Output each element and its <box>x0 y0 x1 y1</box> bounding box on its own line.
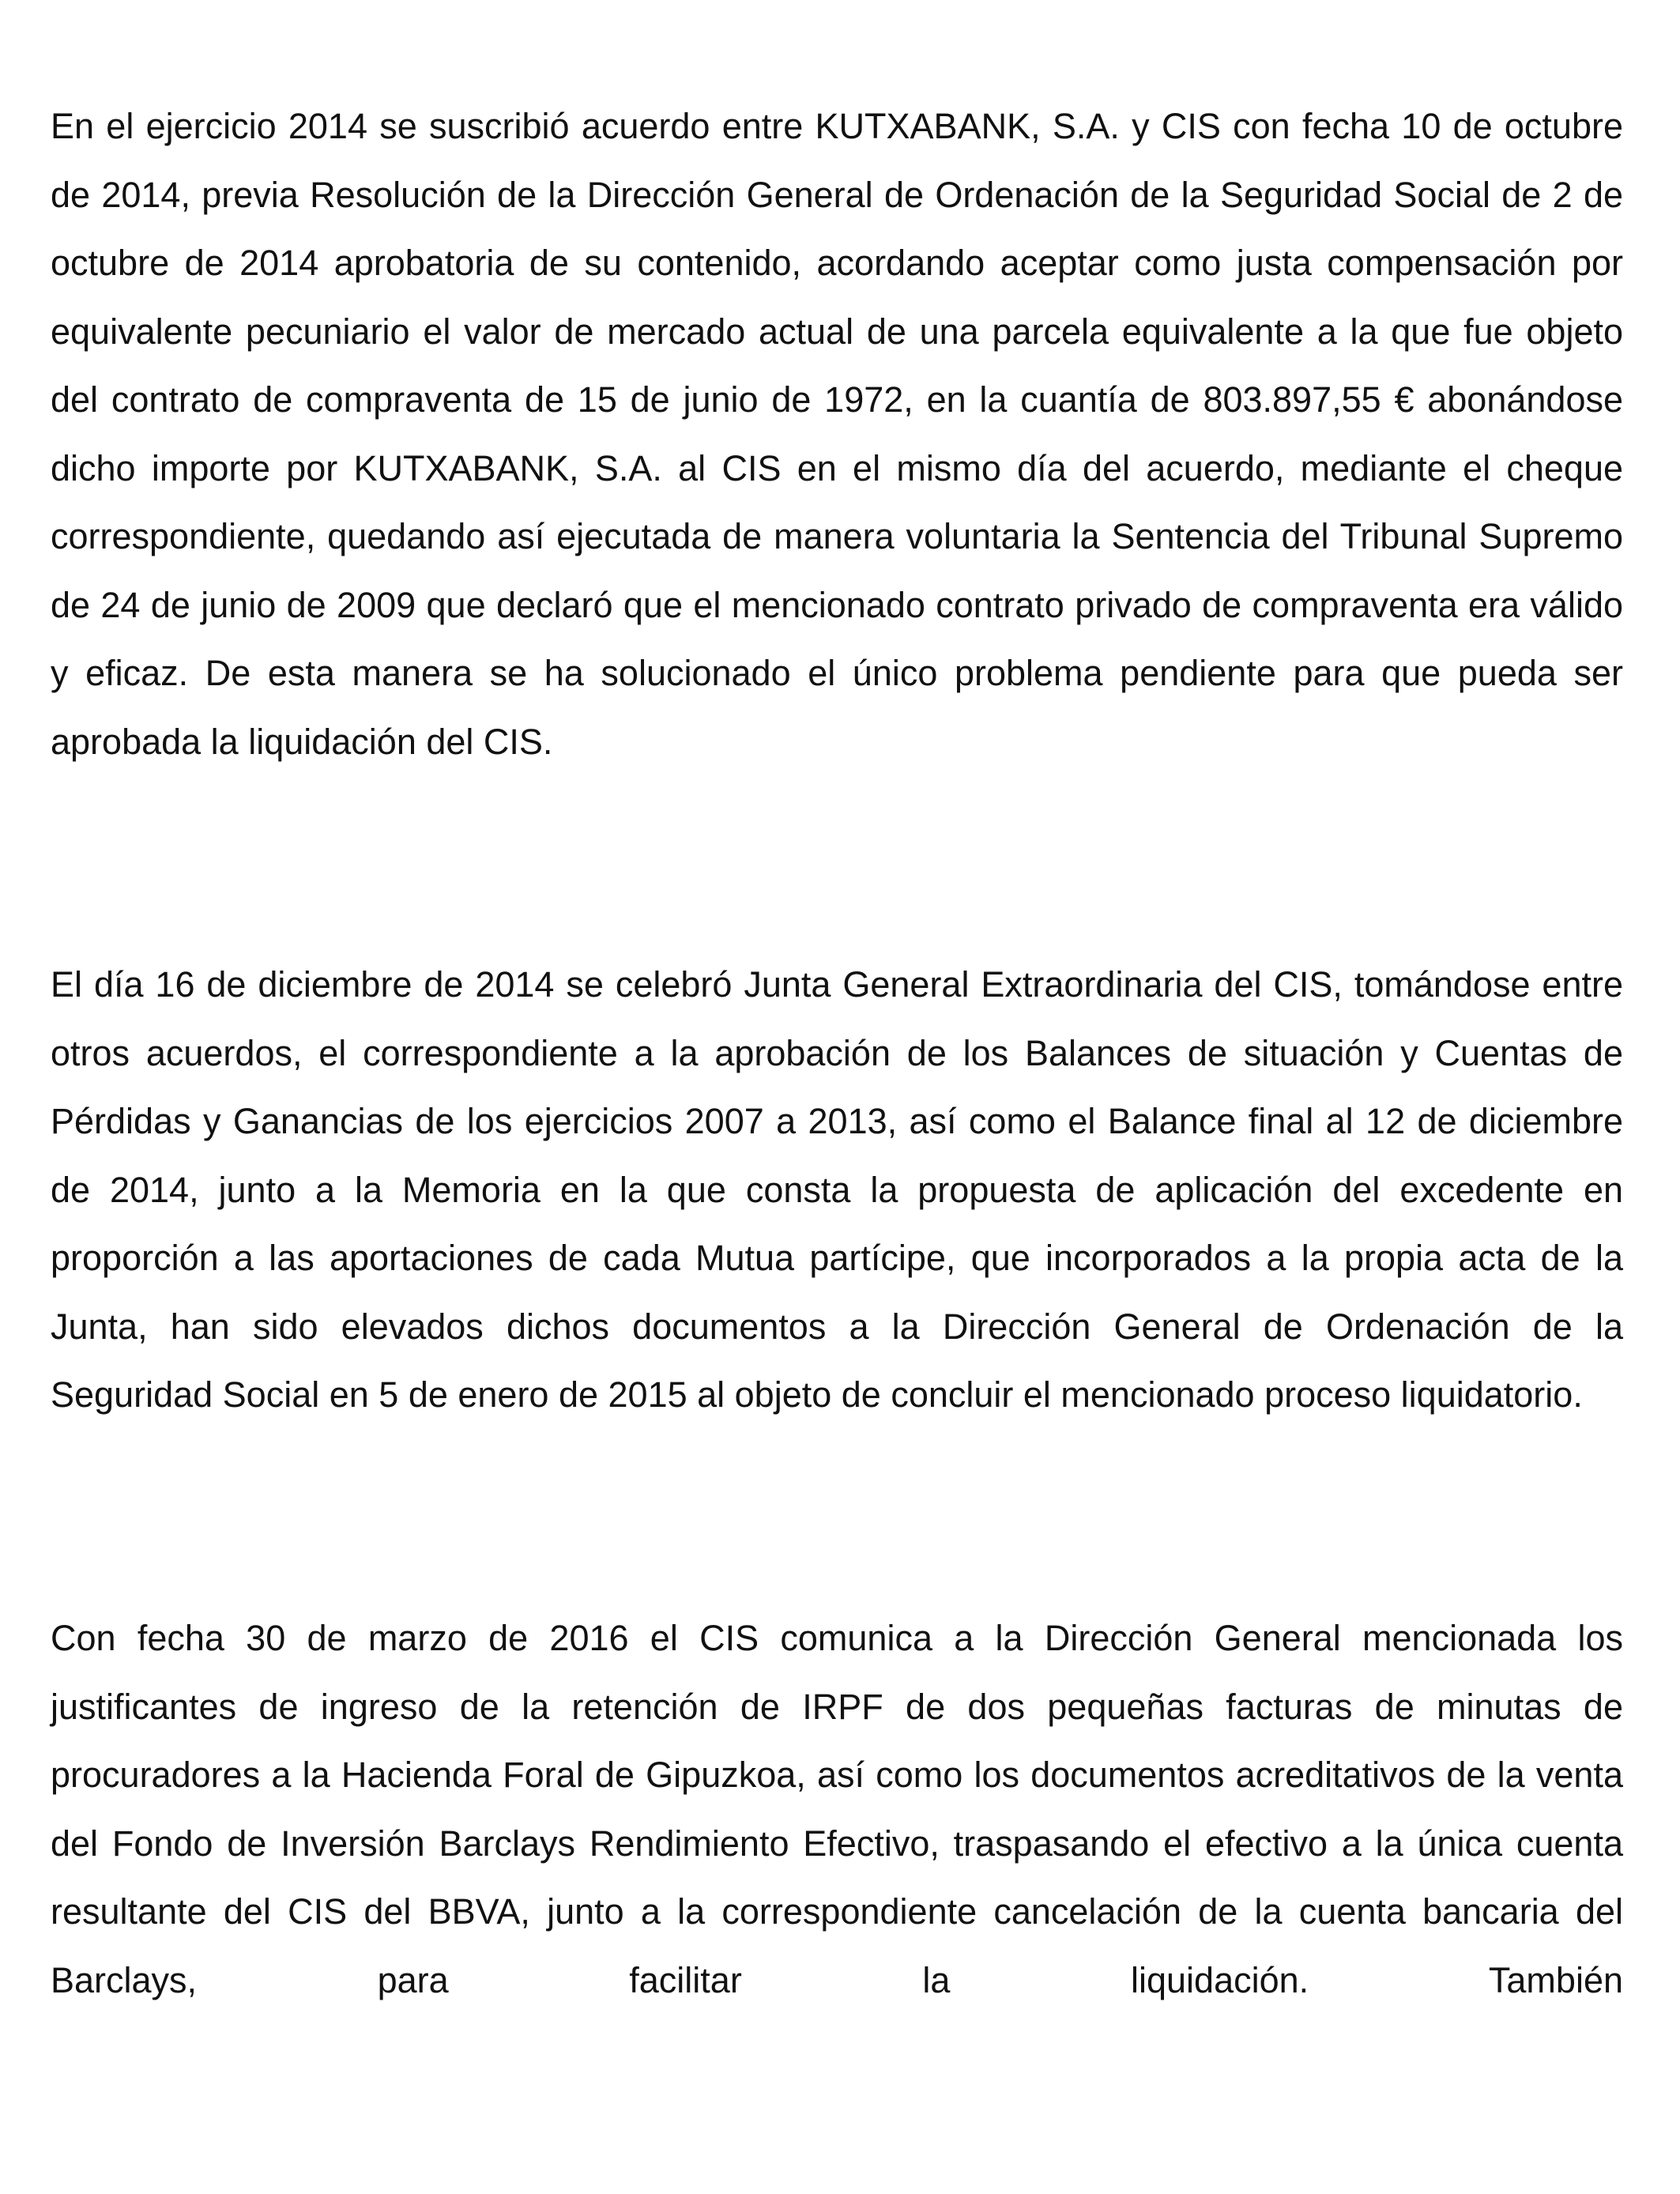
paragraph: Con fecha 30 de marzo de 2016 el CIS comunica a la Dirección General mencionada los justificantes de ingreso de la retención de IRPF de dos pequeñas facturas de minutas de procuradores a la Hacienda Foral de Gipuzkoa, así como los documentos acreditativos de la venta del Fondo de Inversión Barclays Rendimiento Efectivo, traspasando el efectivo a la única cuenta resultante del CIS del BBVA, junto a la correspondiente cancelación de la cuenta bancaria del Barclays, para facilitar la liquidación. También <box>51 1618 1623 2000</box>
paragraph: El día 16 de diciembre de 2014 se celebró Junta General Extraordinaria del CIS, tomándose entre otros acuerdos, el correspondiente a la aprobación de los Balances de situación y Cuentas de Pérdidas y Ganancias de los ejercicios 2007 a 2013, así como el Balance final al 12 de diciembre de 2014, junto a la Memoria en la que consta la propuesta de aplicación del excedente en proporción a las aportaciones de cada Mutua partícipe, que incorporados a la propia acta de la Junta, han sido elevados dichos documentos a la Dirección General de Ordenación de la Seguridad Social en 5 de enero de 2015 al objeto de concluir el mencionado proceso liquidatorio. <box>51 964 1623 1415</box>
paragraph: En el ejercicio 2014 se suscribió acuerdo entre KUTXABANK, S.A. y CIS con fecha 10 de octubre de 2014, previa Resolución de la Dirección General de Ordenación de la Seguridad Social de 2 de octubre de 2014 aprobatoria de su contenido, acordando aceptar como justa compensación por equivalente pecuniario el valor de mercado actual de una parcela equivalente a la que fue objeto del contrato de compraventa de 15 de junio de 1972, en la cuantía de 803.897,55 € abonándose dicho importe por KUTXABANK, S.A. al CIS en el mismo día del acuerdo, mediante el cheque correspondiente, quedando así ejecutada de manera voluntaria la Sentencia del Tribunal Supremo de 24 de junio de 2009 que declaró que el mencionado contrato privado de compraventa era válido y eficaz. De esta manera se ha solucionado el único problema pendiente para que pueda ser aprobada la liquidación del CIS. <box>51 106 1623 762</box>
